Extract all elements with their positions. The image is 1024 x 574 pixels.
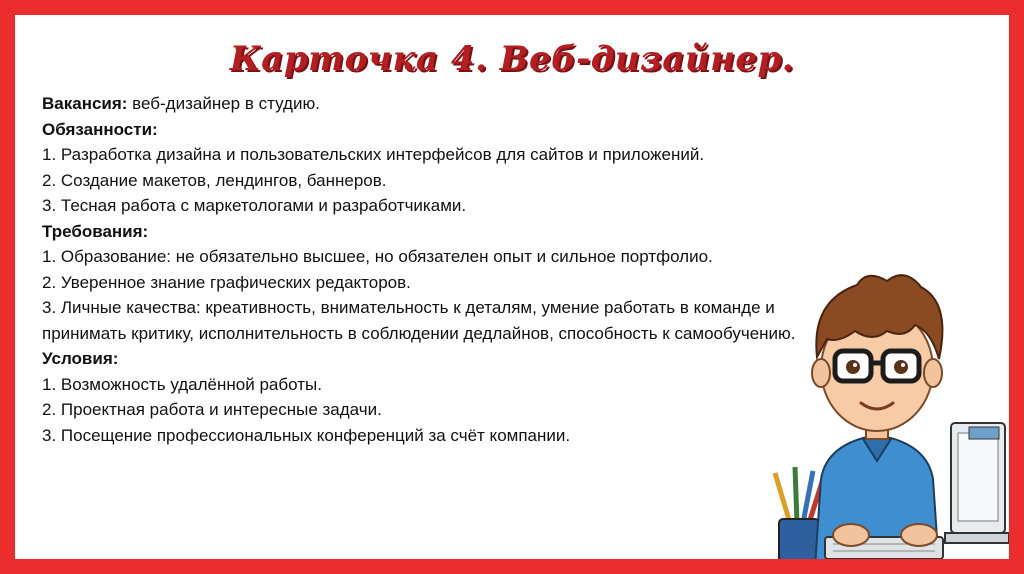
vacancy-line [42,91,802,117]
vacancy-label: Вакансия: [42,94,128,113]
requirement-item: 3. Личные качества: креативность, внимательность к деталям, умение работать в команде и принимать критику, исполнительность в соблюдении дедлайнов, способность к самообучению. [42,298,796,343]
requirement-item: 2. Уверенное знание графических редакторов. [42,272,411,292]
card-title: Карточка 4. Веб-дизайнер. [229,39,795,79]
monitor-icon [945,423,1009,543]
condition-item: 1. Возможность удалённой работы. [42,374,322,394]
card [15,15,1009,559]
duty-item: 3. Тесная работа с маркетологами и разработчиками. [42,196,467,215]
condition-item: 3. Посещение профессиональных конференций за счёт компании. [42,425,571,445]
duty-item: 2. Создание макетов, лендингов, баннеров. [42,170,387,190]
vacancy-text: веб-дизайнер в студию. [127,94,320,113]
condition-item: 2. Проектная работа и интересные задачи. [42,400,382,419]
card-content [42,91,802,448]
requirement-item: 1. Образование: не обязательно высшее, но обязателен опыт и сильное портфолио. [42,247,713,266]
boy-at-computer-illustration [755,247,1009,559]
duties-heading: Обязанности: [42,119,158,139]
duty-item: 1. Разработка дизайна и пользовательских интерфейсов для сайтов и приложений. [42,145,705,164]
requirements-heading: Требования: [42,221,149,241]
conditions-heading: Условия: [42,349,119,368]
